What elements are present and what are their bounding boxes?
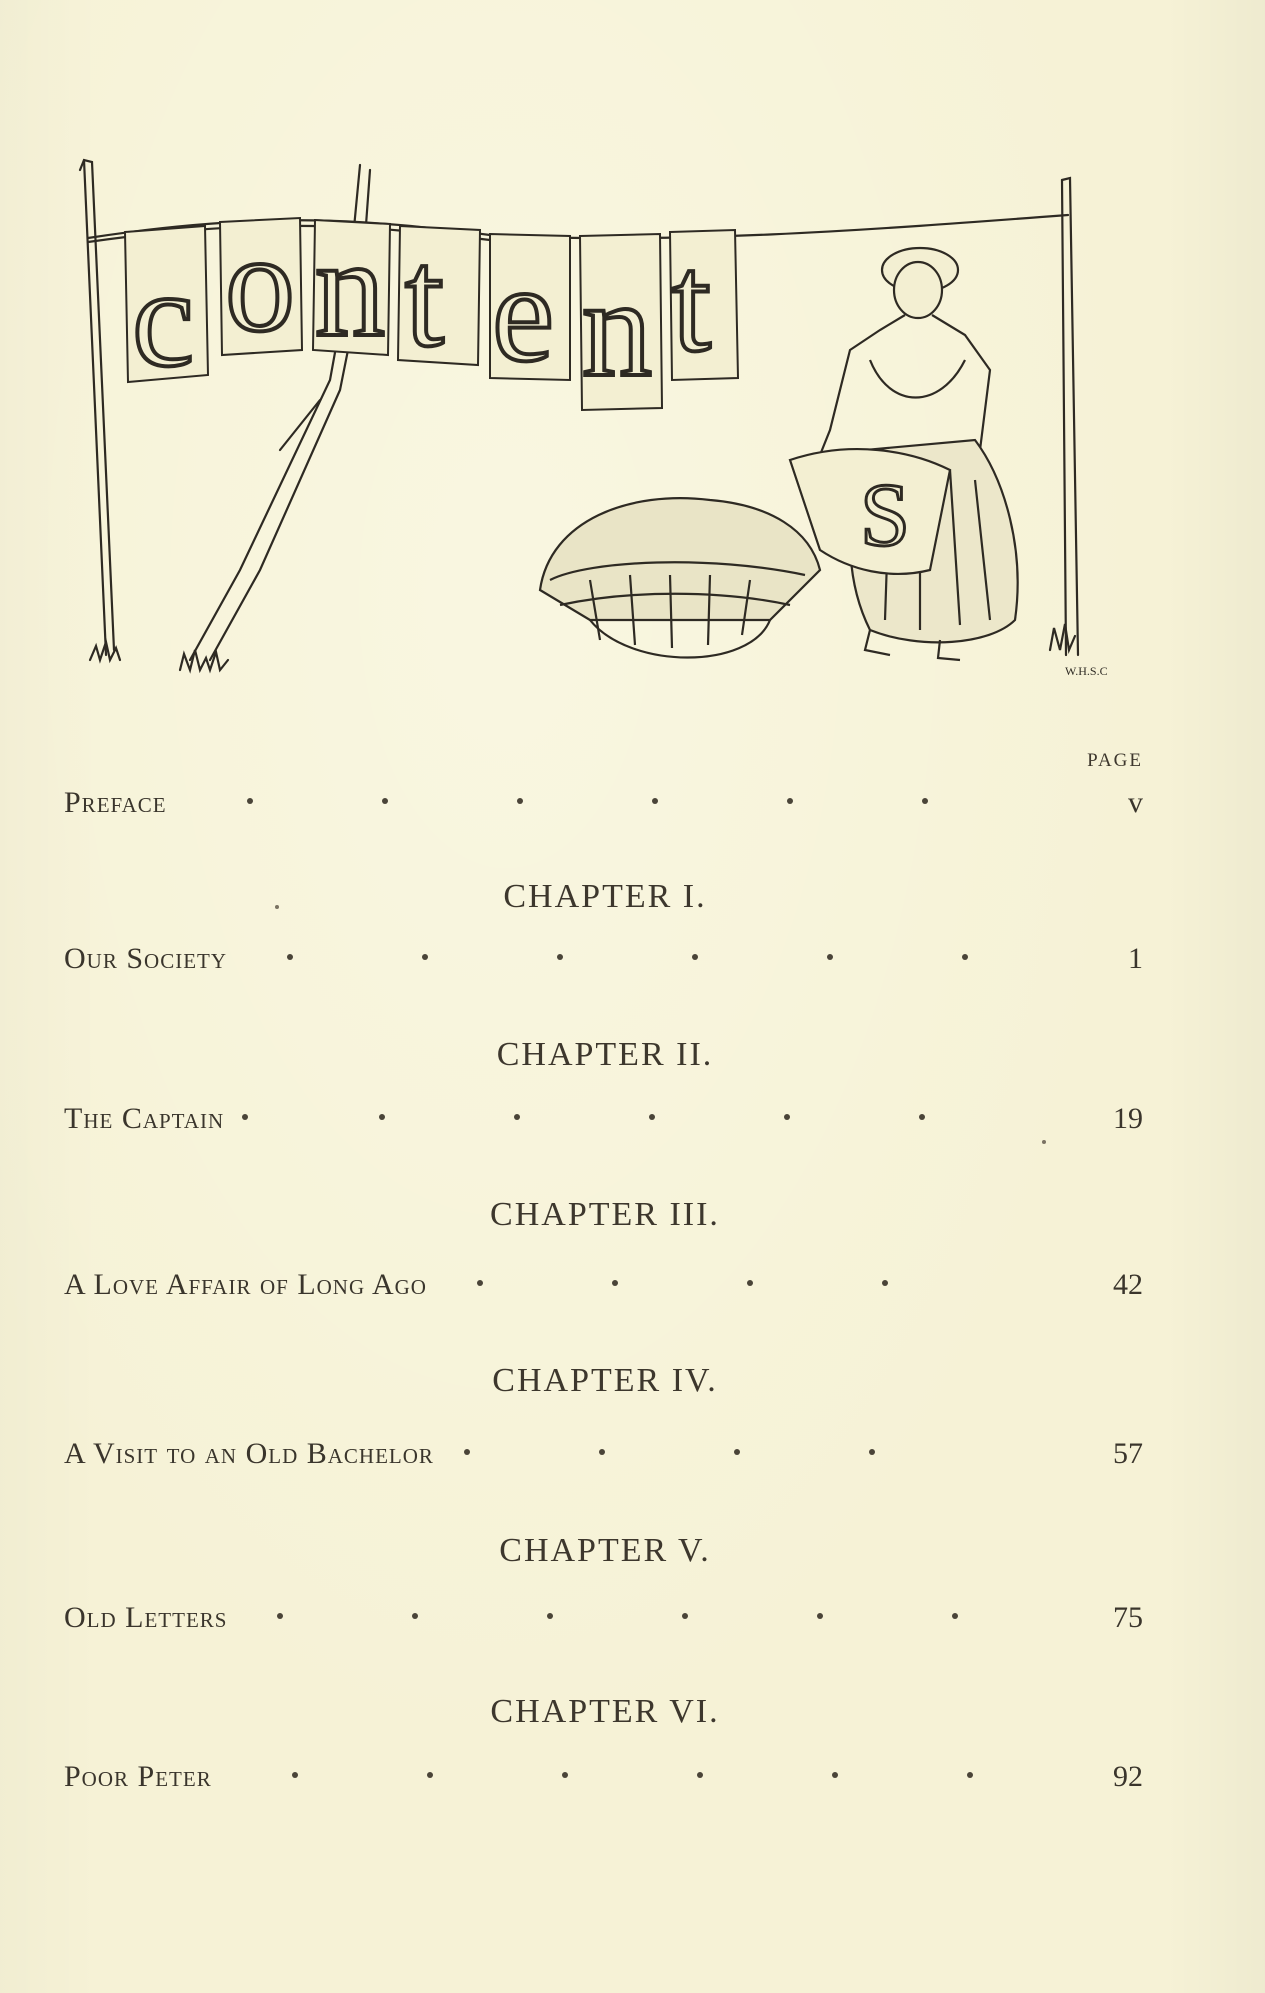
toc-entry-chapter-1[interactable]	[64, 938, 1143, 982]
chapter-heading: CHAPTER V.	[499, 1532, 711, 1569]
entry-title: Our Society	[64, 942, 228, 975]
dot-leaders	[167, 782, 1083, 812]
entry-title: A Visit to an Old Bachelor	[64, 1437, 434, 1470]
entry-page-number: v	[1128, 786, 1143, 819]
entry-title: Poor Peter	[64, 1760, 212, 1793]
svg-text:c: c	[132, 241, 195, 396]
dot-leaders	[427, 1264, 1083, 1294]
entry-title: The Captain	[64, 1102, 225, 1135]
dot-leaders	[227, 938, 1083, 968]
chapter-heading: CHAPTER III.	[490, 1196, 720, 1233]
print-speck	[275, 905, 279, 909]
toc-entry-preface[interactable]	[64, 782, 1143, 826]
toc-entry-chapter-3[interactable]	[64, 1264, 1143, 1308]
washerwoman-clothesline-illustration-icon	[70, 150, 1130, 690]
dot-leaders	[224, 1098, 1083, 1128]
entry-page-number: 92	[1113, 1760, 1143, 1793]
toc-entry-chapter-6[interactable]	[64, 1756, 1143, 1800]
entry-title: Old Letters	[64, 1601, 228, 1634]
dot-leaders	[227, 1597, 1083, 1627]
toc-entry-chapter-5[interactable]	[64, 1597, 1143, 1641]
entry-title: Preface	[64, 786, 167, 819]
entry-title: A Love Affair of Long Ago	[64, 1268, 427, 1301]
toc-entry-chapter-2[interactable]	[64, 1098, 1143, 1142]
chapter-heading: CHAPTER I.	[503, 878, 707, 915]
chapter-heading: CHAPTER IV.	[492, 1362, 718, 1399]
print-speck	[1042, 1140, 1046, 1144]
entry-page-number: 19	[1113, 1102, 1143, 1135]
svg-text:e: e	[492, 236, 555, 391]
svg-text:S: S	[860, 466, 911, 565]
dot-leaders	[434, 1433, 1083, 1463]
entry-page-number: 1	[1128, 942, 1143, 975]
svg-text:n: n	[582, 251, 652, 406]
entry-page-number: 75	[1113, 1601, 1143, 1634]
entry-page-number: 42	[1113, 1268, 1143, 1301]
contents-illustration	[70, 150, 1130, 690]
toc-entry-chapter-4[interactable]	[64, 1433, 1143, 1477]
svg-text:t: t	[405, 221, 444, 376]
page-column-label: PAGE	[1087, 750, 1143, 771]
svg-text:t: t	[672, 226, 711, 381]
chapter-heading: CHAPTER II.	[496, 1036, 714, 1073]
chapter-heading: CHAPTER VI.	[490, 1693, 720, 1730]
svg-text:n: n	[315, 211, 385, 366]
dot-leaders	[212, 1756, 1083, 1786]
artist-monogram: W.H.S.C	[1065, 664, 1108, 678]
svg-text:o: o	[225, 206, 295, 361]
entry-page-number: 57	[1113, 1437, 1143, 1470]
